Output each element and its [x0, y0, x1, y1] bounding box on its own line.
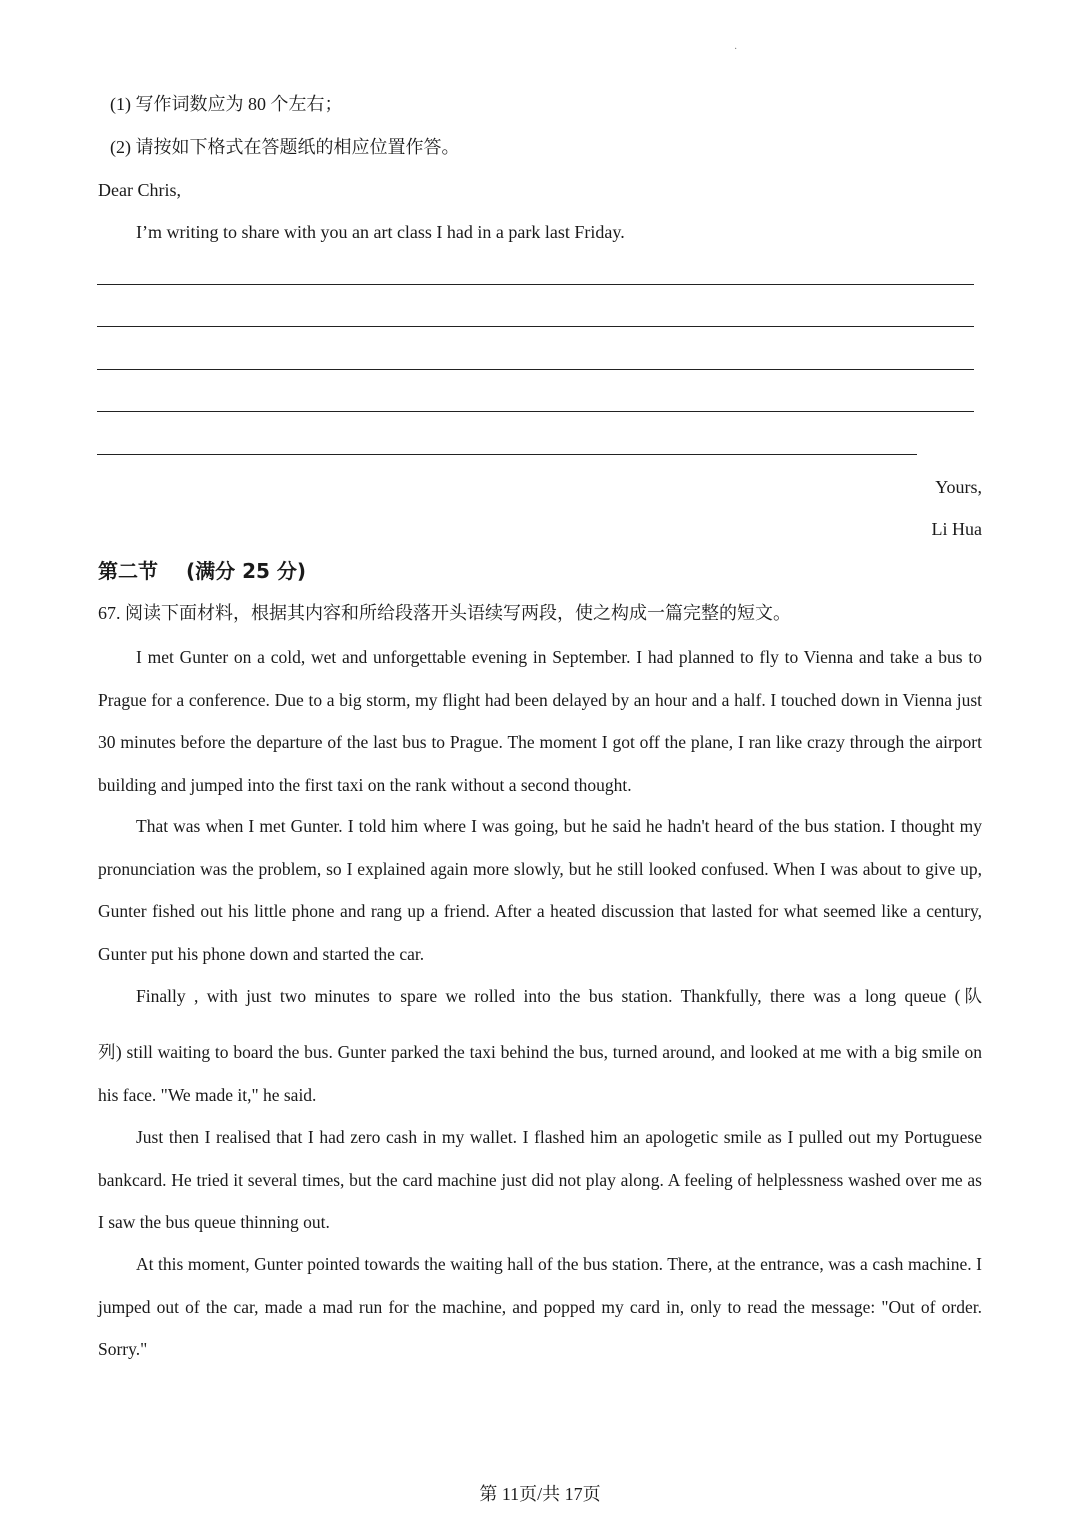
answer-line-3: [97, 369, 974, 370]
requirement-2: (2) 请按如下格式在答题纸的相应位置作答。: [110, 137, 460, 157]
answer-line-2: [97, 326, 974, 327]
paragraph-text: I met Gunter on a cold, wet and unforgettable evening in September. I had planned to fly to Vienna and take a bus to Prague for a conference. Due to a big storm, my flight had been delayed by an hour and a half. I touched down in Vienna just 30 minutes before the departure of the last bus to Prague. The moment I got off the plane, I ran like crazy through the airport building and jumped into the first taxi on the rank without a second thought.: [98, 647, 982, 795]
paragraph-text: At this moment, Gunter pointed towards the waiting hall of the bus station. There, at the entrance, was a cash machine. I jumped out of the car, made a mad run for the machine, and popped my card in, only to read the message: "Out of order. Sorry.": [98, 1254, 982, 1359]
page-footer: 第 11页/共 17页: [479, 1484, 601, 1504]
passage-paragraph-4: [98, 1116, 982, 1244]
passage-paragraph-2: [98, 805, 982, 975]
letter-signature: Li Hua: [931, 519, 982, 539]
section-score: (满分 25 分): [186, 559, 307, 583]
passage-paragraph-3: [98, 975, 982, 1116]
scan-mark: ·: [734, 44, 738, 55]
answer-line-1: [97, 284, 974, 285]
letter-opening: I’m writing to share with you an art class I had in a park last Friday.: [136, 222, 625, 242]
requirement-1: (1) 写作词数应为 80 个左右；: [110, 94, 343, 114]
paragraph-text: Just then I realised that I had zero cash in my wallet. I flashed him an apologetic smile as I pulled out my Portuguese bankcard. He tried it several times, but the card machine just did not play along. A feeling of helplessness washed over me as I saw the bus queue thinning out.: [98, 1127, 982, 1232]
paragraph-first-line: Finally , with just two minutes to spare we rolled into the bus station. Thankfully, there was a long queue (队: [136, 986, 982, 1006]
section-heading: [98, 558, 306, 584]
passage-paragraph-5: [98, 1243, 982, 1371]
answer-line-5: [97, 454, 917, 455]
answer-line-4: [97, 411, 974, 412]
letter-salutation: Dear Chris,: [98, 180, 181, 200]
paragraph-text: That was when I met Gunter. I told him where I was going, but he said he hadn't heard of the bus station. I thought my pronunciation was the problem, so I explained again more slowly, but he still looked confused. When I was about to give up, Gunter fished out his little phone and rang up a friend. After a heated discussion that lasted for what seemed like a century, Gunter put his phone down and started the car.: [98, 816, 982, 964]
letter-closing: Yours,: [935, 477, 982, 497]
question-prompt: 67. 阅读下面材料，根据其内容和所给段落开头语续写两段，使之构成一篇完整的短文。: [98, 603, 791, 623]
section-title: 第二节: [98, 559, 158, 583]
passage-paragraph-1: [98, 636, 982, 806]
paragraph-continuation: 列) still waiting to board the bus. Gunter parked the taxi behind the bus, turned around, and looked at me with a big smile on his face. "We made it," he said.: [98, 1042, 982, 1105]
